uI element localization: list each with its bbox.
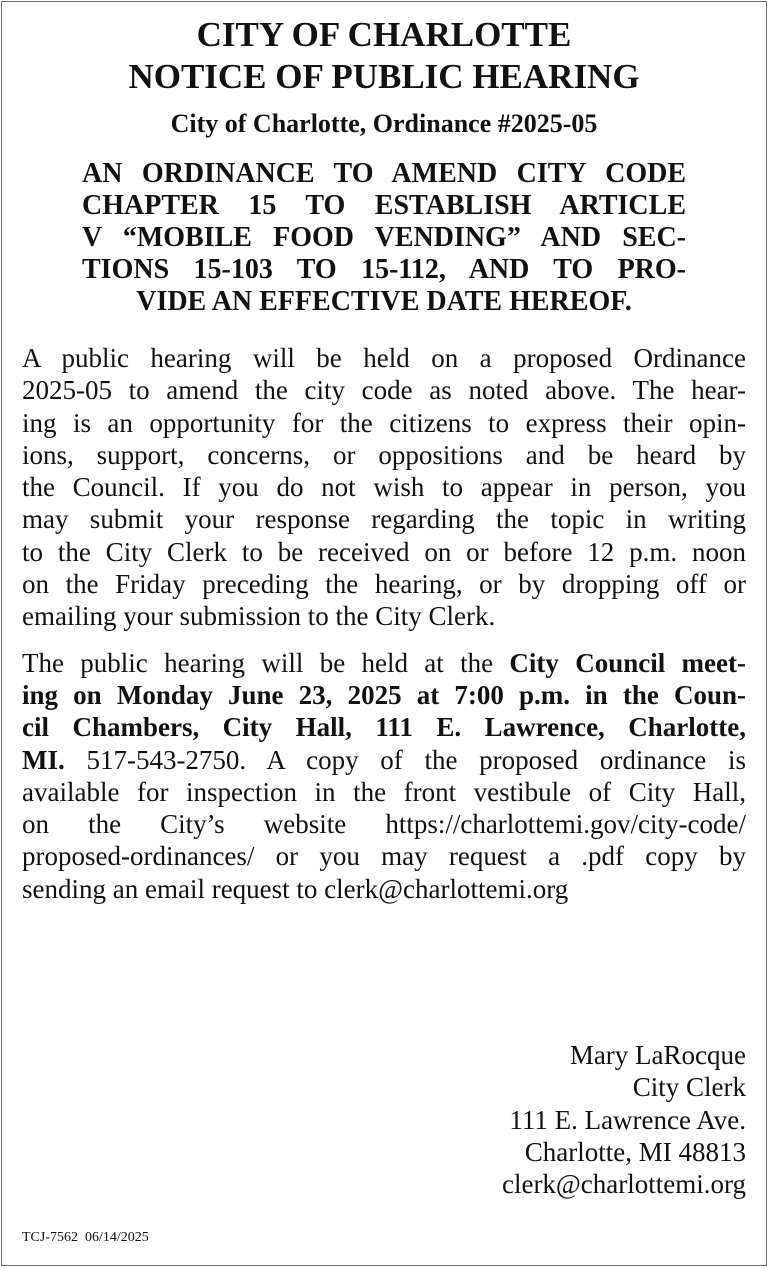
paragraph-line: available for inspection in the front vestibule of City Hall, bbox=[22, 776, 746, 807]
clerk-address: 111 E. Lawrence Ave. bbox=[509, 1104, 746, 1135]
meeting-details-bold: cil Chambers, City Hall, 111 E. Lawrence, Charlotte, bbox=[22, 712, 746, 743]
ordinance-title-line: VIDE AN EFFECTIVE DATE HEREOF. bbox=[136, 286, 632, 317]
phone-text: 517-543-2750. A copy of the proposed ordinance is bbox=[64, 744, 746, 775]
paragraph-line: emailing your submission to the City Clerk. bbox=[22, 601, 496, 632]
notice-title bbox=[2, 2, 766, 98]
ordinance-title-line: AN ORDINANCE TO AMEND CITY CODE bbox=[82, 158, 686, 189]
clerk-email: clerk@charlottemi.org bbox=[501, 1169, 746, 1200]
ordinance-title-line: TIONS 15-103 TO 15-112, AND TO PRO- bbox=[82, 254, 686, 285]
paragraph-line: the Council. If you do not wish to appear in person, you bbox=[22, 472, 746, 503]
paragraph-line bbox=[22, 647, 746, 679]
paragraph-line: on the City’s website https://charlottemi.gov/city-code/ bbox=[22, 809, 746, 840]
paragraph-line bbox=[22, 711, 746, 743]
publication-reference: TCJ-7562 06/14/2025 bbox=[22, 1230, 149, 1245]
title-line-2: NOTICE OF PUBLIC HEARING bbox=[128, 57, 640, 96]
paragraph-line: sending an email request to clerk@charlottemi.org bbox=[22, 873, 569, 904]
meeting-details-bold: ing on Monday June 23, 2025 at 7:00 p.m. in the Coun- bbox=[22, 679, 746, 710]
paragraph-line: on the Friday preceding the hearing, or by dropping off or bbox=[22, 569, 746, 600]
ordinance-title-line: V “MOBILE FOOD VENDING” AND SEC- bbox=[82, 222, 686, 253]
paragraph-line bbox=[22, 744, 746, 776]
paragraph-line: ions, support, concerns, or oppositions and be heard by bbox=[22, 439, 746, 470]
paragraph-line: 2025-05 to amend the city code as noted above. The hear- bbox=[22, 375, 746, 406]
hearing-paragraph bbox=[22, 342, 746, 633]
paragraph-line: A public hearing will be held on a proposed Ordinance bbox=[22, 343, 746, 373]
meeting-intro-text: The public hearing will be held at the bbox=[22, 647, 510, 678]
paragraph-line: proposed-ordinances/ or you may request a .pdf copy by bbox=[22, 841, 746, 872]
clerk-title: City Clerk bbox=[632, 1072, 746, 1103]
paragraph-line bbox=[22, 679, 746, 711]
ordinance-subtitle: City of Charlotte, Ordinance #2025-05 bbox=[170, 109, 598, 138]
meeting-details-bold: MI. bbox=[22, 744, 65, 775]
paragraph-line: ing is an opportunity for the citizens to express their opin- bbox=[22, 407, 746, 438]
title-line-1: CITY OF CHARLOTTE bbox=[196, 15, 572, 54]
ordinance-title-block bbox=[82, 158, 686, 318]
notice-page bbox=[1, 1, 767, 1266]
clerk-name: Mary LaRocque bbox=[569, 1040, 746, 1070]
signature-block bbox=[502, 1039, 746, 1200]
meeting-details-paragraph bbox=[22, 647, 746, 905]
paragraph-line: may submit your response regarding the topic in writing bbox=[22, 504, 746, 535]
ordinance-title-line: CHAPTER 15 TO ESTABLISH ARTICLE bbox=[82, 190, 686, 221]
paragraph-line: to the City Clerk to be received on or before 12 p.m. noon bbox=[22, 536, 746, 567]
clerk-city: Charlotte, MI 48813 bbox=[524, 1136, 746, 1167]
meeting-details-bold: City Council meet- bbox=[509, 647, 746, 678]
